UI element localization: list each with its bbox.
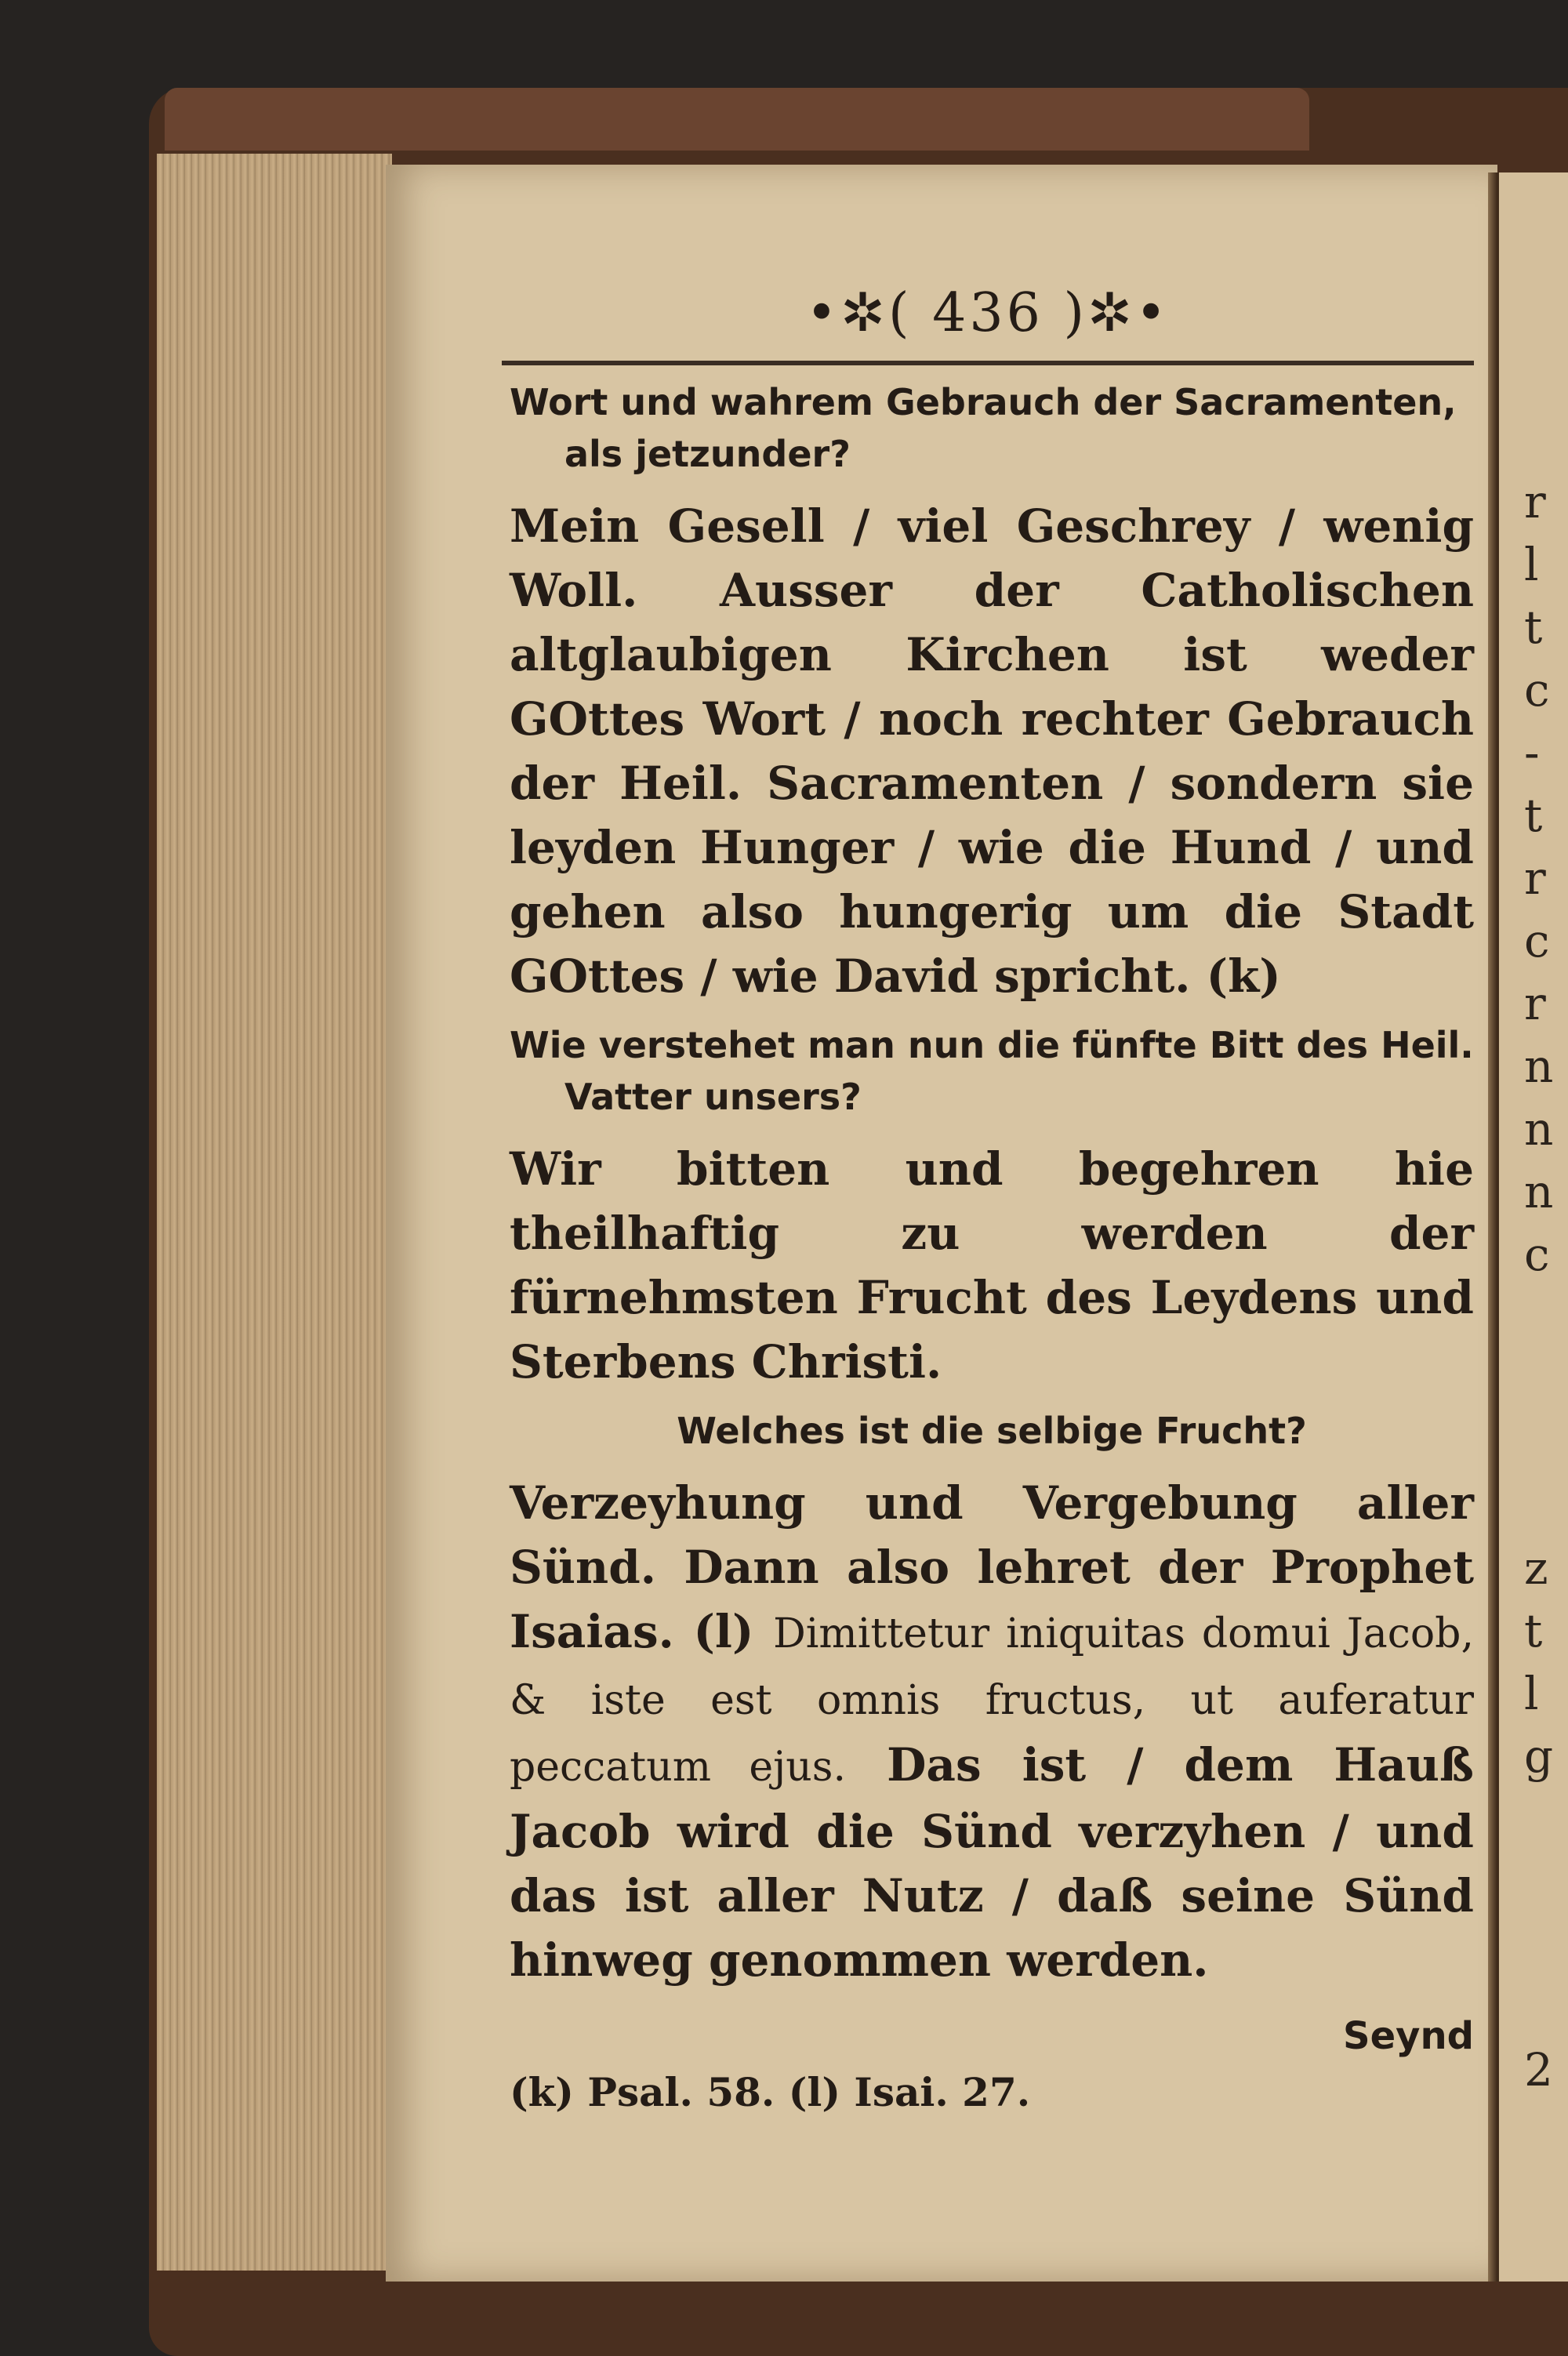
header-rule bbox=[502, 361, 1474, 365]
latin-quotation: Dimittetur iniquitas domui Jacob, & iste est omnis fructus, ut auferatur peccatum ejus. bbox=[510, 1610, 1474, 1791]
facing-letter bbox=[1524, 1850, 1568, 1913]
question-2: Wie verstehet man nun die fünfte Bitt des Heil. Vatter unsers? bbox=[510, 1024, 1474, 1118]
facing-letter bbox=[1524, 1788, 1568, 1850]
page-block-edges bbox=[157, 154, 392, 2271]
facing-letter: g bbox=[1524, 1730, 1554, 1783]
facing-letter: c bbox=[1524, 914, 1550, 967]
facing-letter: z bbox=[1524, 1541, 1548, 1595]
facing-letter: - bbox=[1524, 726, 1540, 779]
facing-letter bbox=[1524, 1913, 1568, 1976]
cover-top-edge bbox=[165, 88, 1309, 151]
facing-letter: t bbox=[1524, 1604, 1543, 1657]
facing-letter: c bbox=[1524, 1228, 1550, 1281]
facing-letter: t bbox=[1524, 601, 1543, 654]
facing-letter bbox=[1524, 1349, 1568, 1411]
answer-3-german-continued: Das ist / dem Hauß Jacob wird die Sünd verzyhen / und das ist aller Nutz / daß seine Sünd hinweg genommen werden. bbox=[510, 1738, 1474, 1987]
facing-letter: n bbox=[1524, 1040, 1554, 1093]
facing-letter bbox=[1524, 1474, 1568, 1537]
footnotes: (k) Psal. 58. (l) Isai. 27. bbox=[510, 2069, 1031, 2115]
facing-letter: c bbox=[1524, 663, 1550, 717]
facing-letter: r bbox=[1524, 977, 1546, 1030]
question-1: Wort und wahrem Gebrauch der Sacramenten, als jetzunder? bbox=[510, 381, 1457, 475]
facing-letter bbox=[1524, 1286, 1568, 1349]
page-text bbox=[510, 376, 1474, 2115]
facing-letter: r bbox=[1524, 475, 1546, 528]
facing-page-edge-letters bbox=[1524, 470, 1568, 2101]
answer-3 bbox=[510, 1471, 1474, 1992]
answer-2: Wir bitten und begehren hie theilhaftig zu werden der fürnehmsten Frucht des Leydens und Sterbens Christi. bbox=[510, 1142, 1474, 1389]
answer-1: Mein Gesell / viel Geschrey / wenig Woll. Ausser der Catholischen altglaubigen Kirchen ist weder GOttes Wort / noch rechter Gebrauch der Heil. Sacramenten / sondern sie leyden Hunger / wie die Hund / und gehen also hungerig um die Stadt GOttes / wie David spricht. (k) bbox=[510, 499, 1474, 1003]
facing-letter: l bbox=[1524, 538, 1539, 591]
facing-letter: 2 bbox=[1524, 2043, 1553, 2096]
facing-letter: n bbox=[1524, 1165, 1554, 1218]
facing-letter: l bbox=[1524, 1667, 1539, 1720]
facing-letter bbox=[1524, 1411, 1568, 1474]
page-header: •✲( 436 )✲• bbox=[805, 282, 1171, 344]
catchword: Seynd bbox=[1343, 2014, 1474, 2058]
question-3: Welches ist die selbige Frucht? bbox=[677, 1410, 1307, 1452]
left-page bbox=[502, 282, 1474, 2203]
facing-letter: t bbox=[1524, 789, 1543, 842]
facing-letter bbox=[1524, 1976, 1568, 2038]
facing-letter: r bbox=[1524, 851, 1546, 905]
answer-3-german: Verzeyhung und Vergebung aller Sünd. Dann also lehret der Prophet Isaias. (l) bbox=[510, 1476, 1474, 1658]
facing-letter: n bbox=[1524, 1102, 1554, 1156]
